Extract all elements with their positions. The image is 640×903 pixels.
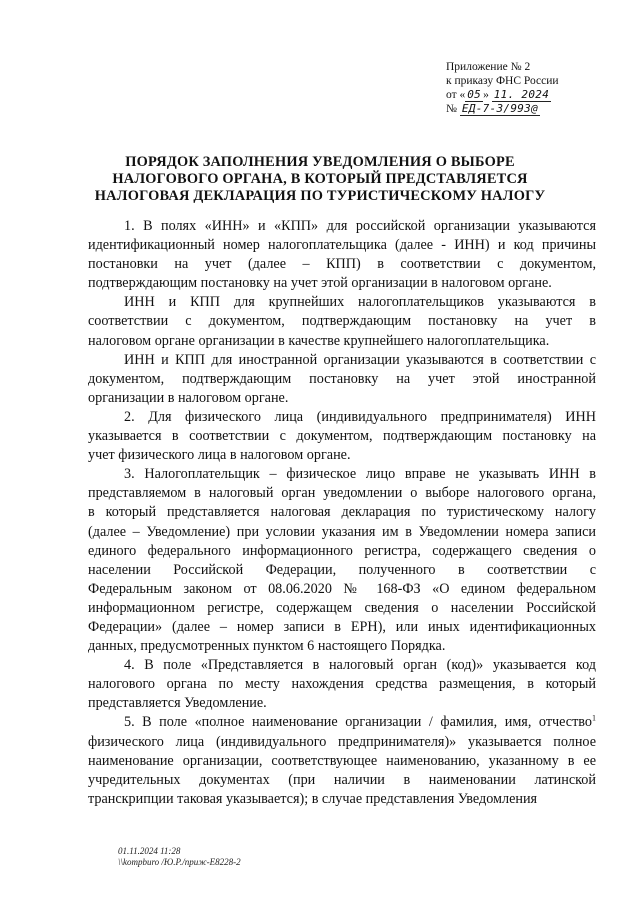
text-line: наименование организации, соответствующее наименованию, указанному в ее: [88, 752, 596, 769]
handwritten-month-year: 11. 2024: [493, 88, 550, 101]
text-line: представляемом в налоговый орган уведомлении о выборе налогового органа,: [88, 485, 596, 502]
annex-number: № ЕД-7-3/993@: [446, 102, 539, 115]
footer-timestamp: 01.11.2024 11:28: [118, 846, 181, 856]
paragraph: [88, 656, 596, 713]
paragraph: [88, 713, 596, 808]
text-line: документом, подтверждающим постановку на учет этой иностранной: [88, 370, 596, 387]
paragraph: [88, 408, 596, 465]
text-line: учет физического лица в налоговом органе.: [88, 447, 351, 464]
text-line: идентификационный номер налогоплательщика (далее - ИНН) и код причины: [88, 237, 596, 254]
text-line: транскрипции таковая указывается); в случае представления Уведомления: [88, 790, 538, 807]
text-line: Федерации» (далее – номер записи в ЕРН), или иных идентификационных: [88, 618, 596, 635]
document-body: [88, 217, 596, 809]
text-line: ИНН и КПП для крупнейших налогоплательщиков указываются в: [124, 294, 596, 311]
text-line: 4. В поле «Представляется в налоговый орган (код)» указывается код: [124, 657, 596, 674]
paragraph: [88, 351, 596, 408]
footnote-mark: 1: [592, 713, 596, 723]
paragraph: [88, 465, 596, 656]
text-line: учредительных документах (при наличии в наименовании латинской: [88, 771, 596, 788]
text-line: налогового органа по месту нахождения средства размещения, в который: [88, 676, 596, 693]
text-line: организации в налоговом органе.: [88, 389, 289, 406]
text-line: указывается в соответствии с документом, подтверждающим постановку на: [88, 428, 596, 445]
text-line: 3. Налогоплательщик – физическое лицо вправе не указывать ИНН в: [124, 466, 596, 483]
text-line: в который представляется налоговая декларация по туристическому налогу: [88, 504, 596, 521]
annex-date: от « 05 » 11. 2024: [446, 88, 550, 101]
paragraph: [88, 293, 596, 350]
annex-header: [446, 60, 559, 116]
text-line: Федеральным законом от 08.06.2020 № 168-ФЗ «О едином федеральном: [88, 580, 596, 597]
text-line: соответствии с документом, подтверждающим постановку на учет в: [88, 313, 596, 330]
footer-path: \\kompburo /Ю.Р./приж-E8228-2: [118, 857, 241, 867]
text-line: представляется Уведомление.: [88, 695, 267, 712]
text-line: населении Российской Федерации, полученного в соответствии с: [88, 561, 596, 578]
text-line: ИНН и КПП для иностранной организации указываются в соответствии с: [124, 351, 596, 368]
text-line: физического лица (индивидуального предпринимателя)» указывается полное: [88, 733, 596, 750]
handwritten-number: ЕД-7-3/993@: [461, 102, 539, 115]
document-title: ПОРЯДОК ЗАПОЛНЕНИЯ УВЕДОМЛЕНИЯ О ВЫБОРЕ НАЛОГОВОГО ОРГАНА, В КОТОРЫЙ ПРЕДСТАВЛЯЕТСЯ НАЛОГОВАЯ ДЕКЛАРАЦИЯ ПО ТУРИСТИЧЕСКОМУ НАЛОГУ: [94, 154, 546, 204]
annex-order-ref: к приказу ФНС России: [446, 75, 559, 87]
text-line: данных, предусмотренных пунктом 6 настоящего Порядка.: [88, 638, 446, 655]
annex-title: Приложение № 2: [446, 61, 531, 73]
text-line: информационном регистре, содержащем сведения о населении Российской: [88, 599, 596, 616]
footer-meta: [118, 846, 241, 868]
text-line: 2. Для физического лица (индивидуального предпринимателя) ИНН: [124, 408, 596, 425]
text-line: 1. В полях «ИНН» и «КПП» для российской организации указываются: [124, 218, 596, 234]
handwritten-day: 05: [467, 88, 482, 101]
text-line: (далее – Уведомление) при условии указания им в Уведомлении номера записи: [88, 523, 596, 540]
paragraph: [88, 217, 596, 293]
text-line: подтверждающим постановку на учет этой организации в налоговом органе.: [88, 275, 552, 292]
text-line: налоговом органе организации в качестве крупнейшего налогоплательщика.: [88, 332, 550, 349]
text-line: 5. В поле «полное наименование организации / фамилия, имя, отчество$^1$: [124, 713, 596, 731]
text-line: единого федерального информационного регистра, содержащего сведения о: [88, 542, 596, 559]
text-line: постановки на учет (далее – КПП) в соответствии с документом,: [88, 256, 596, 273]
